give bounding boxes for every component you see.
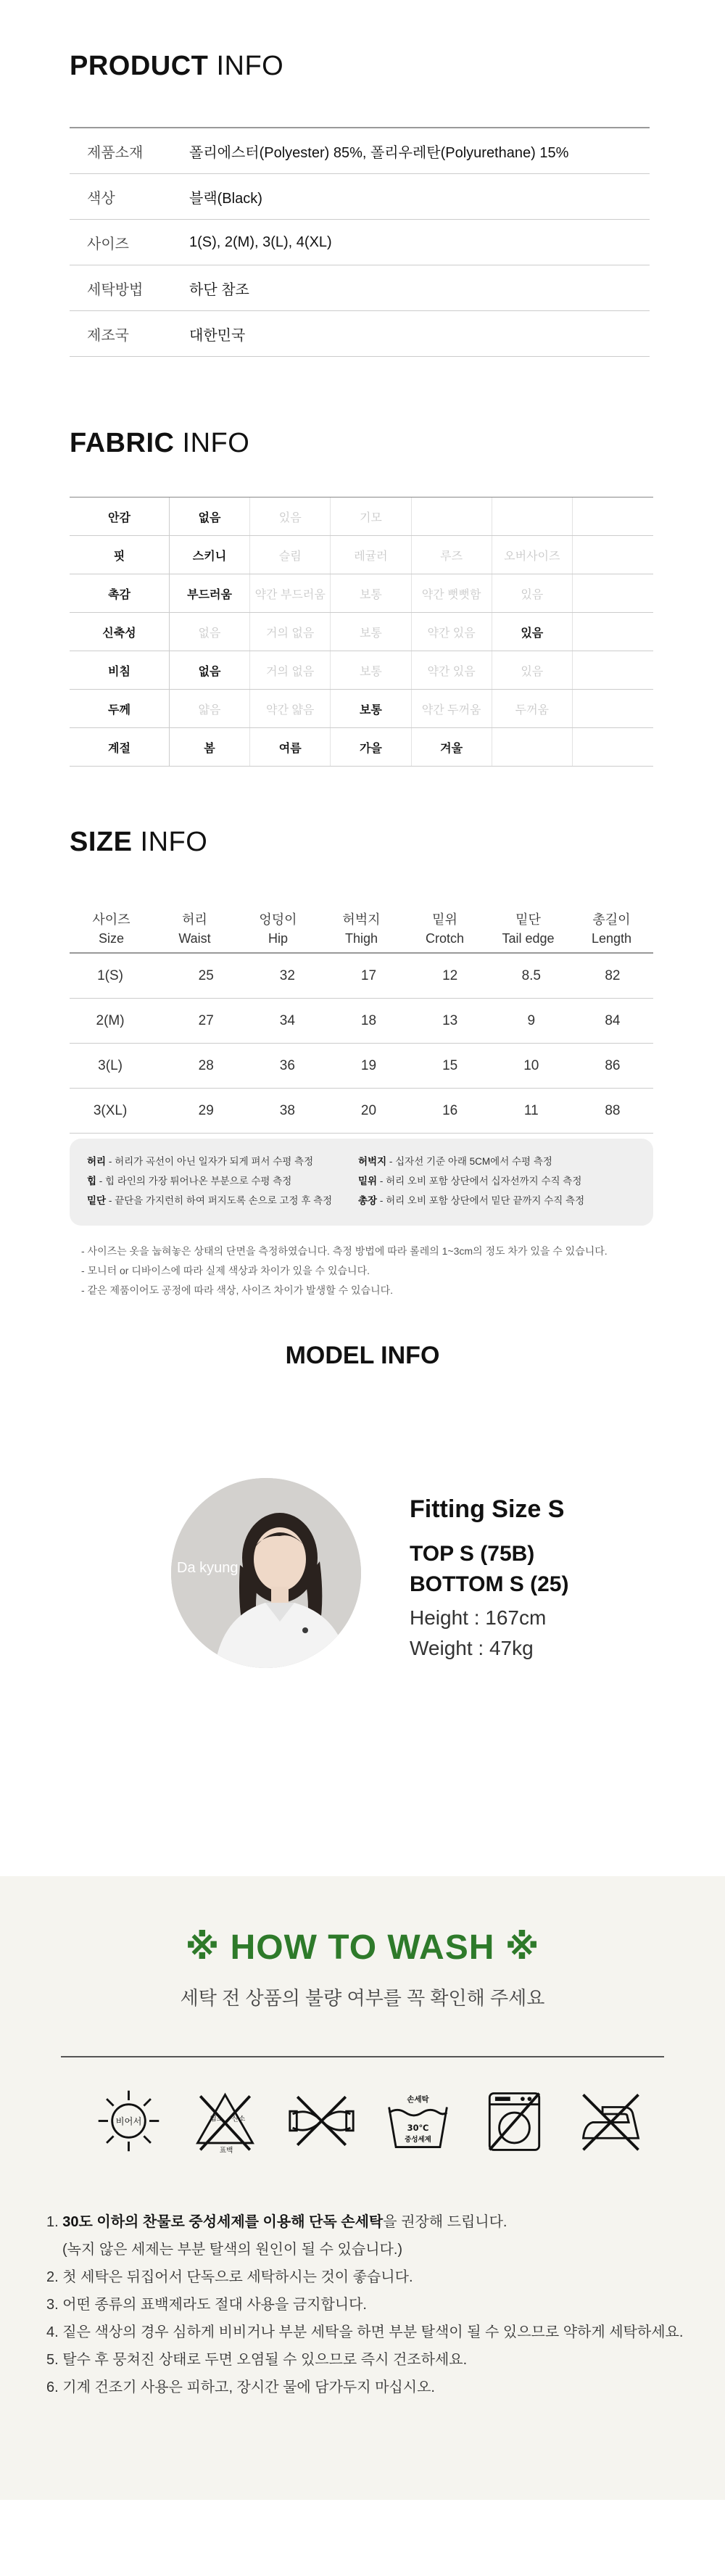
fabric-info-table: [70, 497, 653, 767]
size-header-ko: 허리: [182, 912, 207, 927]
fabric-option: 가을: [331, 728, 411, 766]
wash-item: [46, 2236, 683, 2263]
size-cell: 13: [442, 1012, 458, 1028]
measure-term: 밑단: [87, 1195, 107, 1206]
product-info-key: 제조국: [87, 327, 129, 344]
size-header-en: Size: [98, 931, 124, 946]
model-name: Da kyung: [177, 1560, 239, 1576]
model-bottom-size: BOTTOM S (25): [410, 1572, 569, 1596]
wash-item-bold: 30도 이하의 찬물로 중성세제를 이용해 단독 손세탁: [62, 2214, 384, 2230]
fabric-row: [70, 613, 653, 651]
size-cell: 20: [360, 1102, 377, 1118]
measure-term: 힙: [87, 1176, 97, 1186]
size-cell: 38: [279, 1102, 295, 1118]
size-header-ko: 사이즈: [92, 912, 130, 927]
size-header-ko: 밑위: [432, 912, 457, 927]
measure-term: 밑위: [358, 1176, 378, 1186]
product-info-row: [70, 174, 650, 220]
fabric-row-label: 신축성: [70, 613, 170, 651]
measure-item: [87, 1152, 332, 1171]
measurement-guide: [70, 1139, 653, 1226]
size-header-en: Waist: [178, 931, 211, 946]
wash-item: [46, 2291, 683, 2319]
fabric-option: 보통: [331, 651, 411, 689]
fabric-option: 약간 있음: [412, 651, 492, 689]
fabric-option: 레귤러: [331, 536, 411, 574]
model-height: Height : 167cm: [410, 1606, 547, 1629]
fabric-option: 겨울: [412, 728, 492, 766]
product-info-value: 대한민국: [189, 327, 246, 344]
measure-term: 허리: [87, 1156, 107, 1167]
svg-text:산소: 산소: [232, 2115, 246, 2123]
measure-desc: - 끝단을 가지런히 하여 퍼지도록 손으로 고정 후 측정: [106, 1195, 333, 1206]
product-info-key: 색상: [87, 190, 115, 207]
product-info-row: [70, 311, 650, 357]
product-info-row: [70, 265, 650, 311]
size-header-cell: [570, 903, 653, 952]
size-cell: 2(M): [96, 1012, 125, 1028]
wash-item-text: 탈수 후 뭉쳐진 상태로 두면 오염될 수 있으므로 즉시 건조하세요.: [62, 2352, 468, 2368]
fabric-option: [573, 498, 653, 535]
wash-instructions: [46, 2208, 683, 2401]
fabric-row-label: 핏: [70, 536, 170, 574]
wash-item: [46, 2263, 683, 2291]
fabric-option: 약간 부드러움: [250, 574, 331, 612]
size-table-row: [70, 1089, 653, 1134]
fabric-option: 오버사이즈: [492, 536, 573, 574]
size-cell: 12: [442, 967, 458, 983]
measure-desc: - 힙 라인의 가장 튀어나온 부분으로 수평 측정: [96, 1176, 292, 1186]
product-info-key: 세탁방법: [87, 281, 144, 298]
fabric-option: [412, 498, 492, 535]
size-cell: 3(XL): [93, 1102, 128, 1118]
svg-text:중성세제: 중성세제: [405, 2136, 431, 2144]
fabric-row: [70, 728, 653, 767]
size-header-cell: [403, 903, 486, 952]
size-cell: 9: [527, 1012, 536, 1028]
fabric-option: 없음: [170, 613, 250, 651]
product-info-key: 제품소재: [87, 144, 144, 161]
fabric-row: [70, 574, 653, 613]
size-header-cell: [486, 903, 570, 952]
svg-text:손세탁: 손세탁: [407, 2094, 429, 2104]
size-header-en: Tail edge: [502, 931, 555, 946]
fabric-option: 약간 두꺼움: [412, 690, 492, 727]
size-cell: 84: [605, 1012, 621, 1028]
fabric-option: 얇음: [170, 690, 250, 727]
model-sizes: [410, 1539, 568, 1600]
no-machine-wash-icon: [480, 2086, 549, 2155]
fabric-option: 스키니: [170, 536, 250, 574]
size-table: [70, 903, 653, 1134]
size-cell: 86: [605, 1057, 621, 1073]
fabric-option: 거의 없음: [250, 651, 331, 689]
fabric-option: 여름: [250, 728, 331, 766]
model-measurements: [410, 1603, 546, 1664]
fabric-row: [70, 498, 653, 536]
fabric-option: 있음: [492, 651, 573, 689]
size-header-ko: 총길이: [592, 912, 631, 927]
measure-desc: - 십자선 기준 아래 5CM에서 수평 측정: [386, 1156, 552, 1167]
size-cell: 88: [605, 1102, 621, 1118]
size-cell: 15: [442, 1057, 458, 1073]
size-header-cell: [320, 903, 403, 952]
size-table-row: [70, 954, 653, 999]
fabric-option: 있음: [492, 574, 573, 612]
fabric-option: 있음: [250, 498, 331, 535]
size-header-ko: 밑단: [515, 912, 541, 927]
size-header-cell: [153, 903, 236, 952]
size-table-row: [70, 999, 653, 1044]
size-table-row: [70, 1044, 653, 1089]
size-header-cell: [236, 903, 320, 952]
hand-wash-30-icon: [384, 2086, 452, 2155]
size-cell: 8.5: [521, 967, 541, 983]
fabric-option: 약간 얇음: [250, 690, 331, 727]
measure-item: [87, 1171, 332, 1191]
wash-item-text: (녹지 않은 세제는 부분 탈색의 원인이 될 수 있습니다.): [62, 2242, 403, 2258]
svg-text:비어서: 비어서: [115, 2116, 142, 2127]
how-to-wash-section: [0, 1876, 725, 2500]
how-to-wash-subtitle: 세탁 전 상품의 불량 여부를 꼭 확인해 주세요: [180, 1987, 545, 2009]
fabric-option: [573, 728, 653, 766]
product-info-title: PRODUCT INFO: [70, 51, 284, 81]
product-info-value: 1(S), 2(M), 3(L), 4(XL): [189, 234, 332, 250]
size-note: - 같은 제품이어도 공정에 따라 색상, 사이즈 차이가 발생할 수 있습니다.: [81, 1284, 394, 1296]
product-info-value: 블랙(Black): [189, 190, 262, 207]
fabric-option: [573, 536, 653, 574]
svg-text:30℃: 30℃: [407, 2122, 429, 2133]
fabric-row-label: 비침: [70, 651, 170, 689]
size-cell: 17: [360, 967, 377, 983]
fabric-option: 기모: [331, 498, 411, 535]
product-info-value: 하단 참조: [189, 281, 249, 298]
size-cell: 34: [279, 1012, 295, 1028]
wash-item-text: 기계 건조기 사용은 피하고, 장시간 물에 담가두지 마십시오.: [62, 2379, 435, 2395]
measure-desc: - 허리 오비 포함 상단에서 밑단 끝까지 수직 측정: [377, 1195, 585, 1206]
fabric-option: 슬림: [250, 536, 331, 574]
model-info-title: MODEL INFO: [285, 1342, 440, 1369]
size-cell: 10: [523, 1057, 539, 1073]
no-wring-icon: [287, 2086, 356, 2155]
fabric-row-label: 계절: [70, 728, 170, 766]
wash-item: [46, 2346, 683, 2374]
fabric-row-label: 촉감: [70, 574, 170, 612]
fabric-option: 약간 있음: [412, 613, 492, 651]
fabric-option: 없음: [170, 651, 250, 689]
measure-desc: - 허리가 곡선이 아닌 일자가 되게 펴서 수평 측정: [106, 1156, 314, 1167]
wash-item: [46, 2208, 683, 2236]
wash-item-text: 어떤 종류의 표백제라도 절대 사용을 금지합니다.: [62, 2297, 367, 2313]
wash-item-number: 4.: [46, 2324, 63, 2340]
fabric-row: [70, 651, 653, 690]
fabric-option: 약간 뻣뻣함: [412, 574, 492, 612]
measure-item: [87, 1191, 332, 1210]
size-cell: 36: [279, 1057, 295, 1073]
size-cell: 82: [605, 967, 621, 983]
model-weight: Weight : 47kg: [410, 1637, 534, 1659]
size-cell: 1(S): [97, 967, 124, 983]
fabric-option: 보통: [331, 613, 411, 651]
size-note: - 사이즈는 옷을 눕혀놓은 상태의 단면을 측정하였습니다. 측정 방법에 따라 롤레의 1~3cm의 정도 차가 있을 수 있습니다.: [81, 1245, 608, 1257]
fabric-option: 두꺼움: [492, 690, 573, 727]
wash-item-number: 3.: [46, 2297, 63, 2313]
fabric-option: [573, 613, 653, 651]
measure-item: [358, 1171, 584, 1191]
sun-dry-icon: [94, 2086, 163, 2155]
product-info-key: 사이즈: [87, 236, 129, 252]
wash-item-number: 5.: [46, 2352, 63, 2368]
size-cell: 11: [523, 1102, 539, 1118]
fabric-row: [70, 536, 653, 574]
no-bleach-icon: [191, 2086, 260, 2155]
fabric-option: [573, 651, 653, 689]
wash-item-number: 2.: [46, 2269, 63, 2285]
measure-item: [358, 1191, 584, 1210]
wash-item-text: 을 권장해 드립니다.: [383, 2214, 508, 2230]
fabric-option: 봄: [170, 728, 250, 766]
fabric-option: 부드러움: [170, 574, 250, 612]
wash-item: [46, 2319, 683, 2346]
size-cell: 16: [442, 1102, 458, 1118]
size-notes: [81, 1242, 608, 1300]
measure-term: 총장: [358, 1195, 378, 1206]
fabric-option: 있음: [492, 613, 573, 651]
measure-term: 허벅지: [358, 1156, 387, 1167]
fabric-option: 거의 없음: [250, 613, 331, 651]
svg-text:염소: 염소: [210, 2115, 223, 2123]
fabric-row: [70, 690, 653, 728]
model-photo: [171, 1478, 361, 1668]
svg-text:표백: 표백: [219, 2147, 233, 2155]
wash-item-number: 1.: [46, 2214, 63, 2230]
size-note: - 모니터 or 디바이스에 따라 실제 색상과 차이가 있을 수 있습니다.: [81, 1265, 370, 1276]
model-top-size: TOP S (75B): [410, 1542, 535, 1566]
size-header-en: Crotch: [425, 931, 464, 946]
size-header-en: Thigh: [344, 931, 378, 946]
how-to-wash-title: ※ HOW TO WASH ※: [185, 1928, 540, 1967]
measure-item: [358, 1152, 584, 1171]
wash-item-number: 6.: [46, 2379, 63, 2395]
size-cell: 18: [360, 1012, 377, 1028]
size-cell: 28: [198, 1057, 214, 1073]
wash-item: [46, 2374, 683, 2401]
product-info-row: [70, 128, 650, 174]
size-header-en: Length: [591, 931, 632, 946]
product-info-table: [70, 127, 650, 357]
fabric-option: 루즈: [412, 536, 492, 574]
fabric-row-label: 두께: [70, 690, 170, 727]
size-cell: 32: [279, 967, 295, 983]
size-table-header: [70, 903, 653, 954]
product-info-row: [70, 220, 650, 265]
size-cell: 3(L): [98, 1057, 123, 1073]
size-cell: 29: [198, 1102, 214, 1118]
fabric-option: [573, 574, 653, 612]
size-cell: 27: [198, 1012, 214, 1028]
size-cell: 19: [360, 1057, 377, 1073]
size-header-ko: 엉덩이: [259, 912, 297, 927]
size-header-ko: 허벅지: [342, 912, 381, 927]
fabric-row-label: 안감: [70, 498, 170, 535]
size-cell: 25: [198, 967, 214, 983]
size-header-cell: [70, 903, 153, 952]
fabric-option: 보통: [331, 574, 411, 612]
wash-item-text: 첫 세탁은 뒤집어서 단독으로 세탁하시는 것이 좋습니다.: [62, 2269, 413, 2285]
fitting-size: Fitting Size S: [410, 1495, 565, 1523]
fabric-option: [492, 498, 573, 535]
product-info-value: 폴리에스터(Polyester) 85%, 폴리우레탄(Polyurethane) 15%: [189, 144, 569, 161]
wash-item-text: 짙은 색상의 경우 심하게 비비거나 부분 세탁을 하면 부분 탈색이 될 수 있으므로 약하게 세탁하세요.: [62, 2324, 684, 2340]
care-icons: [94, 2086, 645, 2155]
fabric-info-title: FABRIC INFO: [70, 428, 250, 458]
fabric-option: 보통: [331, 690, 411, 727]
size-info-title: SIZE INFO: [70, 827, 208, 857]
fabric-option: [573, 690, 653, 727]
measure-desc: - 허리 오비 포함 상단에서 십자선까지 수직 측정: [377, 1176, 582, 1186]
no-iron-icon: [576, 2086, 645, 2155]
divider: [61, 2056, 664, 2057]
fabric-option: [492, 728, 573, 766]
size-header-en: Hip: [268, 931, 288, 946]
fabric-option: 없음: [170, 498, 250, 535]
